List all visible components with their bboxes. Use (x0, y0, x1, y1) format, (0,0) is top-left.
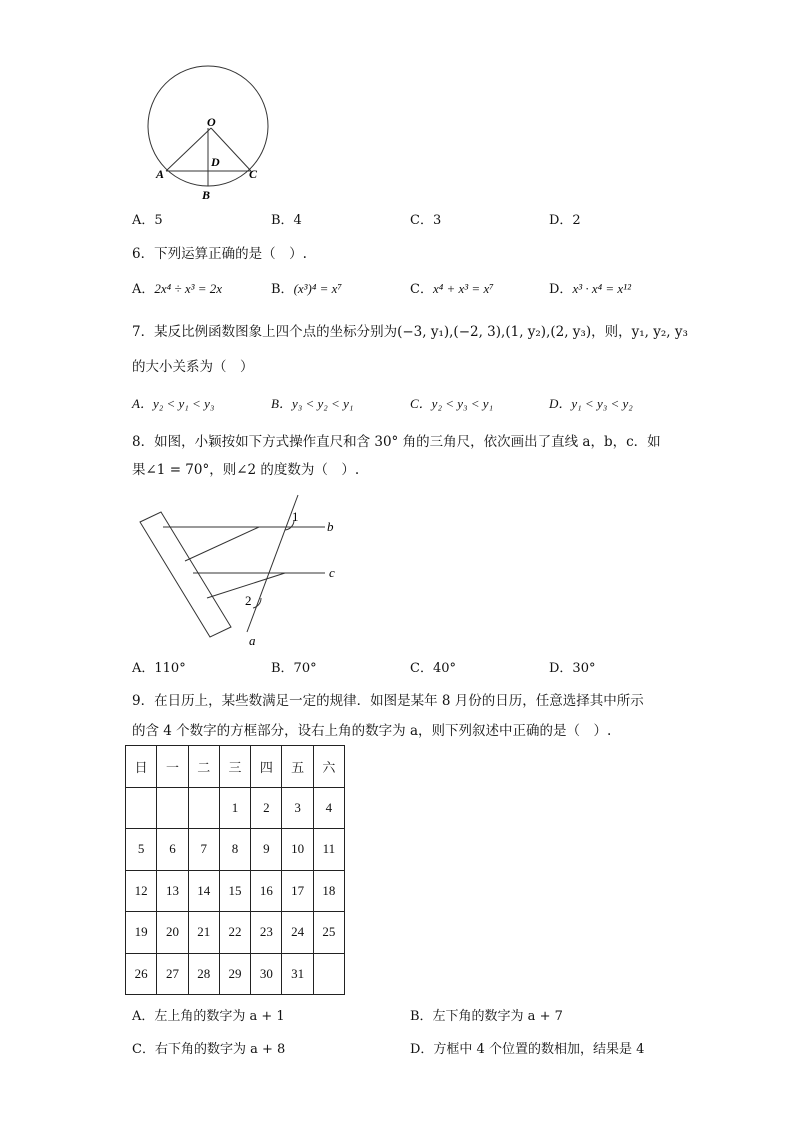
calendar-cell: 22 (219, 912, 250, 954)
q8-option-d: D．30° (549, 661, 596, 676)
calendar-cell: 27 (157, 953, 188, 995)
calendar-cell: 19 (126, 912, 157, 954)
calendar-cell: 4 (313, 787, 344, 829)
calendar-cell (313, 953, 344, 995)
line-c-label: c (329, 565, 335, 580)
q8-option-a: A．110° (132, 661, 186, 676)
calendar-cell: 29 (219, 953, 250, 995)
q6-option-c (410, 280, 494, 299)
radius-oa (166, 128, 211, 171)
q5-option-c: C．3 (410, 213, 442, 228)
q7-option-b: B．y₃ < y₂ < y₁ (271, 396, 354, 411)
calendar-header: 三 (219, 746, 250, 788)
q9-option-a: A．左上角的数字为 a + 1 (132, 1009, 285, 1024)
calendar-header: 日 (126, 746, 157, 788)
calendar-cell: 15 (219, 870, 250, 912)
label-o: O (207, 115, 216, 129)
calendar-row (126, 912, 345, 954)
calendar-cell: 1 (219, 787, 250, 829)
q8-stem-line1: 8．如图，小颖按如下方式操作直尺和含 30° 角的三角尺，依次画出了直线 a，b，c．如 (132, 434, 661, 450)
calendar-cell: 14 (188, 870, 219, 912)
q6-option-b-expr: (x³)⁴ = x⁷ (293, 281, 342, 296)
calendar-cell: 17 (282, 870, 313, 912)
calendar-cell: 6 (157, 829, 188, 871)
calendar-row (126, 787, 345, 829)
q9-option-d: D．方框中 4 个位置的数相加，结果是 4 (410, 1042, 645, 1057)
q6-option-d (549, 280, 631, 299)
line-a-label: a (249, 633, 256, 648)
q5-option-b: B．4 (271, 213, 302, 228)
q6-option-c-prefix: C． (410, 282, 433, 297)
calendar-header: 二 (188, 746, 219, 788)
calendar-header: 五 (282, 746, 313, 788)
calendar-header: 一 (157, 746, 188, 788)
calendar-cell: 26 (126, 953, 157, 995)
q6-stem: 6．下列运算正确的是（ ）. (132, 246, 307, 262)
angle-2-label: 2 (245, 593, 252, 608)
q6-option-c-expr: x⁴ + x³ = x⁷ (432, 281, 494, 296)
angle-1-label: 1 (292, 509, 299, 524)
q7-stem-line1: 7．某反比例函数图象上四个点的坐标分别为(−3, y₁),(−2, 3),(1, y₂),(2, y₃)，则，y₁, y₂, y₃ (132, 324, 688, 340)
calendar-header-row (126, 746, 345, 788)
calendar-cell: 7 (188, 829, 219, 871)
calendar-cell: 13 (157, 870, 188, 912)
line-a (247, 495, 298, 632)
calendar-cell: 8 (219, 829, 250, 871)
q5-option-d: D．2 (549, 213, 581, 228)
calendar-cell: 18 (313, 870, 344, 912)
calendar-cell: 5 (126, 829, 157, 871)
calendar-header: 四 (251, 746, 282, 788)
august-calendar (125, 745, 345, 995)
q6-option-b (271, 280, 342, 299)
q6-option-b-prefix: B． (271, 282, 294, 297)
calendar-cell: 30 (251, 953, 282, 995)
q6-option-a-prefix: A． (132, 282, 155, 297)
calendar-cell: 21 (188, 912, 219, 954)
label-b: B (202, 188, 211, 202)
ruler-triangle-figure (135, 490, 355, 650)
q8-option-c: C．40° (410, 661, 456, 676)
calendar-cell: 23 (251, 912, 282, 954)
calendar-cell: 28 (188, 953, 219, 995)
q5-option-a: A．5 (132, 213, 163, 228)
calendar-row (126, 829, 345, 871)
calendar-cell: 12 (126, 870, 157, 912)
q8-option-b: B．70° (271, 661, 317, 676)
calendar-cell: 20 (157, 912, 188, 954)
q9-option-b: B．左下角的数字为 a + 7 (410, 1009, 563, 1024)
calendar-cell: 24 (282, 912, 313, 954)
calendar-cell: 2 (251, 787, 282, 829)
q7-option-c: C．y₂ < y₃ < y₁ (410, 396, 494, 411)
calendar-cell (188, 787, 219, 829)
calendar-cell (157, 787, 188, 829)
q8-stem-line2: 果∠1 = 70°，则∠2 的度数为（ ）. (132, 462, 360, 478)
calendar-cell: 11 (313, 829, 344, 871)
calendar-cell: 3 (282, 787, 313, 829)
label-a: A (156, 167, 165, 181)
calendar-cell: 25 (313, 912, 344, 954)
calendar-cell: 16 (251, 870, 282, 912)
q9-stem-line1: 9．在日历上，某些数满足一定的规律．如图是某年 8 月份的日历，任意选择其中所示 (132, 693, 644, 709)
q6-option-d-expr: x³ · x⁴ = x¹² (572, 281, 631, 296)
calendar-cell (126, 787, 157, 829)
label-d: D (211, 155, 220, 169)
q7-option-a: A．y₂ < y₁ < y₃ (132, 396, 215, 411)
circle-figure (140, 65, 280, 205)
q9-stem-line2: 的含 4 个数字的方框部分，设右上角的数字为 a，则下列叙述中正确的是（ ）. (132, 723, 612, 739)
calendar-cell: 10 (282, 829, 313, 871)
q7-stem-line2: 的大小关系为（ ） (132, 359, 254, 375)
calendar-row (126, 870, 345, 912)
calendar-header: 六 (313, 746, 344, 788)
angle-2-arc (253, 598, 261, 608)
q6-option-a-expr: 2x⁴ ÷ x³ = 2x (154, 281, 223, 296)
q9-option-c: C．右下角的数字为 a + 8 (132, 1042, 286, 1057)
line-b-label: b (327, 519, 334, 534)
calendar-cell: 9 (251, 829, 282, 871)
q6-option-a (132, 280, 222, 299)
q6-option-d-prefix: D． (549, 282, 573, 297)
calendar-cell: 31 (282, 953, 313, 995)
triangle-hypotenuse-upper (185, 527, 259, 561)
label-c: C (249, 167, 258, 181)
calendar-row (126, 953, 345, 995)
q7-option-d: D．y₁ < y₃ < y₂ (549, 396, 633, 411)
ruler-shape (140, 512, 231, 637)
